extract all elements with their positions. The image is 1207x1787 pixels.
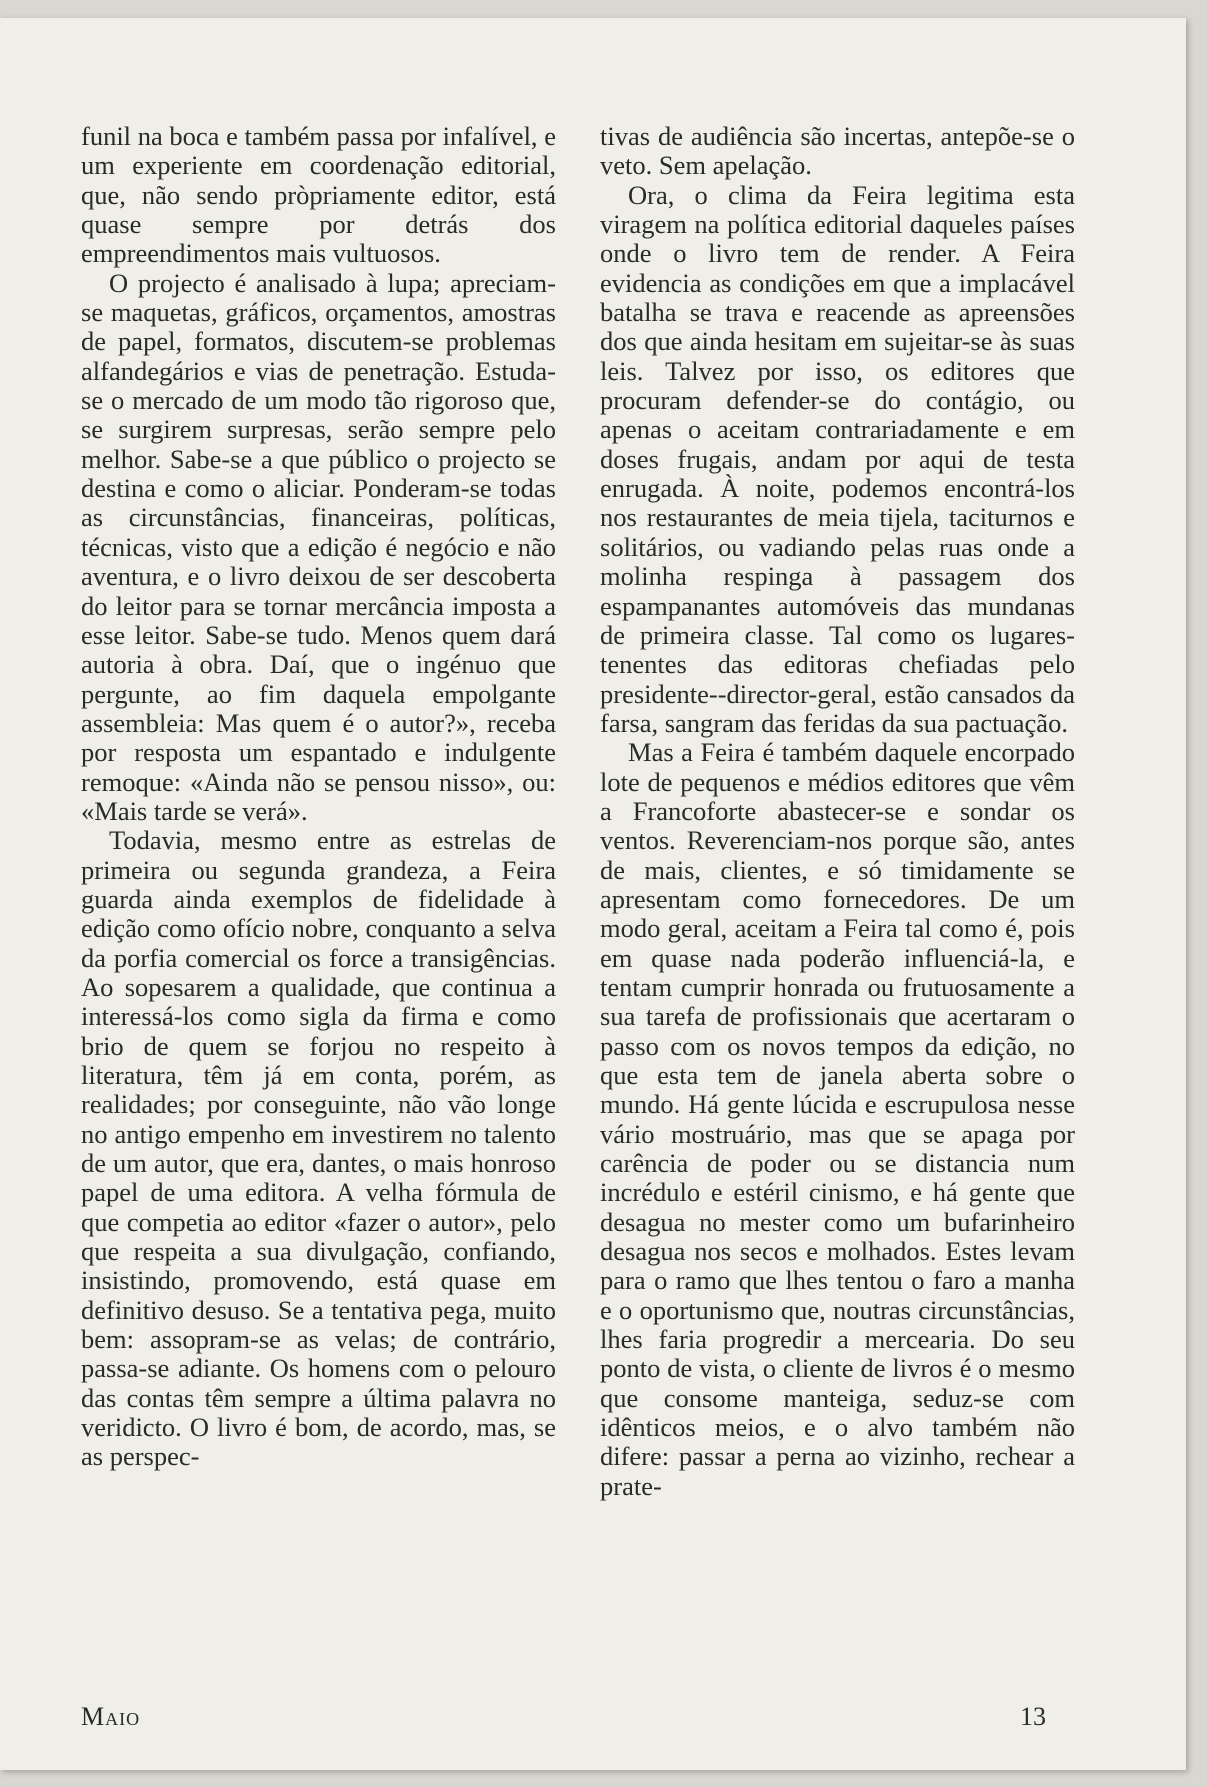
paragraph: Todavia, mesmo entre as estrelas de primeira ou segunda grandeza, a Feira guarda ainda exemplos de fidelidade à edição como ofício nobre, conquanto a selva da porfia comercial os force a transigências. Ao sopesarem a qualidade, que continua a interessá-los como sigla da firma e como brio de quem se forjou no respeito à literatura, têm já em conta, porém, as realidades; por conseguinte, não vão longe no antigo empenho em investirem no talento de um autor, que era, dantes, o mais honroso papel de uma editora. A velha fórmula de que competia ao editor «fazer o autor», pelo que respeita a sua divulgação, confiando, insistindo, promovendo, está quase em definitivo desuso. Se a tentativa pega, muito bem: assopram-se as velas; de contrário, passa-se adiante. Os homens com o pelouro das contas têm sempre a última palavra no veridicto. O livro é bom, de acordo, mas, se as perspec- (81, 825, 556, 1472)
paragraph: Mas a Feira é também daquele encorpado lote de pequenos e médios editores que vêm a Francoforte abastecer-se e sondar os ventos. Reverenciam-nos porque são, antes de mais, clientes, e só timidamente se apresentam como fornecedores. De um modo geral, aceitam a Feira tal como é, pois em quase nada poderão influenciá-la, e tentam cumprir honrada ou frutuosamente a sua tarefa de profissionais que acertaram o passo com os novos tempos da edição, no que esta tem de janela aberta sobre o mundo. Há gente lúcida e escrupulosa nesse vário mostruário, mas que se apaga por carência de poder ou se distancia num incrédulo e estéril cinismo, e há gente que desagua no mester como um bufarinheiro desagua nos secos e molhados. Estes levam para o ramo que lhes tentou o faro a manha e o oportunismo que, noutras circunstâncias, lhes faria progredir a mercearia. Do seu ponto de vista, o cliente de livros é o mesmo que consome manteiga, seduz-se com idênticos meios, e o alvo também não difere: passar a perna ao vizinho, rechear a prate- (600, 737, 1075, 1501)
paragraph: tivas de audiência são incertas, antepõe-se o veto. Sem apelação. (600, 121, 1075, 181)
left-column (81, 122, 556, 1472)
paragraph: Ora, o clima da Feira legitima esta viragem na política editorial daqueles países onde o livro tem de render. A Feira evidencia as condições em que a implacável batalha se trava e reacende as apreensões dos que ainda hesitam em sujeitar-se às suas leis. Talvez por isso, os editores que procuram defender-se do contágio, ou apenas o aceitam contrariadamente e em doses frugais, andam por aqui de testa enrugada. À noite, podemos encontrá-los nos restaurantes de meia tijela, taciturnos e solitários, ou vadiando pelas ruas onde a molinha respinga à passagem dos espampanantes automóveis das mundanas de primeira classe. Tal como os lugares-tenentes das editoras chefiadas pelo presidente--director-geral, estão cansados da farsa, sangram das feridas da sua pactuação. (600, 179, 1075, 738)
right-column (600, 122, 1075, 1501)
page (0, 18, 1186, 1770)
page-number: 13 (1020, 1702, 1046, 1731)
footer-month: Maio (81, 1702, 141, 1731)
paragraph: O projecto é analisado à lupa; apreciam-se maquetas, gráficos, orçamentos, amostras de papel, formatos, discutem-se problemas alfandegários e vias de penetração. Estuda-se o mercado de um modo tão rigoroso que, se surgirem surpresas, serão sempre pelo melhor. Sabe-se a que público o projecto se destina e como o aliciar. Ponderam-se todas as circunstâncias, financeiras, políticas, técnicas, visto que a edição é negócio e não aventura, e o livro deixou de ser descoberta do leitor para se tornar mercância imposta a esse leitor. Sabe-se tudo. Menos quem dará autoria à obra. Daí, que o ingénuo que pergunte, ao fim daquela empolgante assembleia: Mas quem é o autor?», receba por resposta um espantado e indulgente remoque: «Ainda não se pensou nisso», ou: «Mais tarde se verá». (81, 267, 556, 826)
paragraph: funil na boca e também passa por infalível, e um experiente em coordenação editorial, que, não sendo pròpriamente editor, está quase sempre por detrás dos empreendimentos mais vultuosos. (81, 121, 556, 269)
